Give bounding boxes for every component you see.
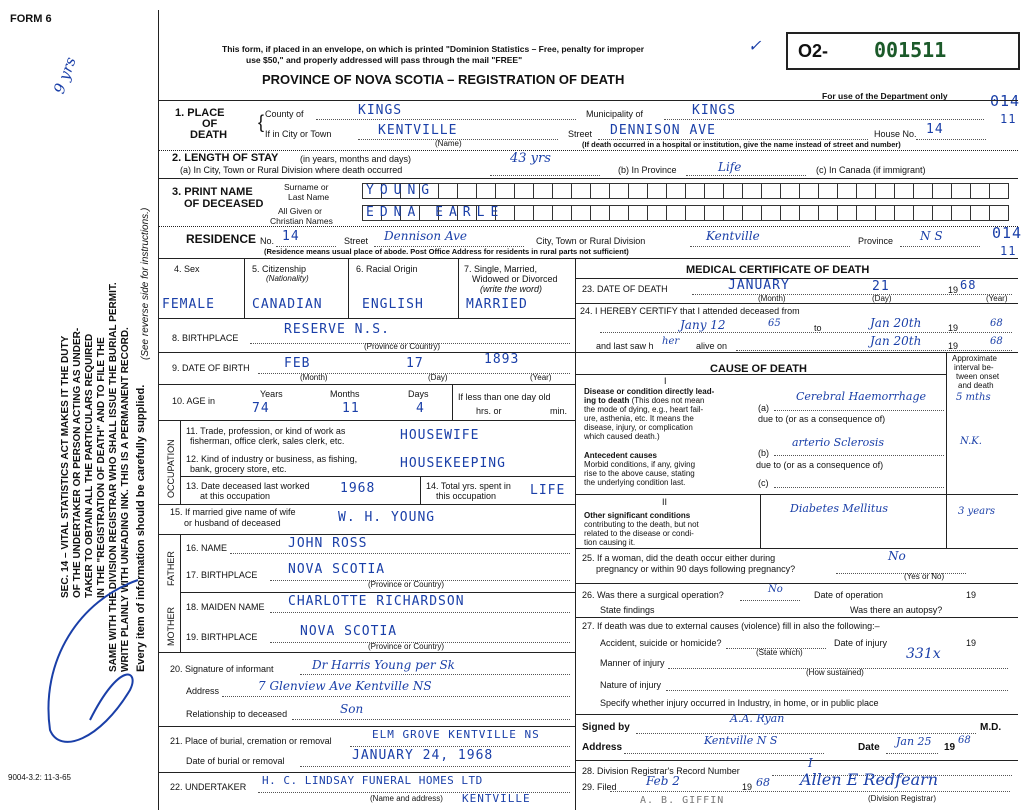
burial-date: JANUARY 24, 1968 (352, 748, 494, 763)
date-injury-19: 19 (966, 638, 977, 648)
alive-on-label: alive on (696, 341, 728, 351)
side-text-3: TAKER TO OBTAIN ALL THE PARTICULARS REQUIRED (84, 333, 95, 598)
age-months-label: Months (330, 389, 360, 399)
cause-a-interval: 5 mths (956, 392, 991, 403)
other-label-4: tion causing it. (584, 538, 636, 547)
cause-a: Cerebral Haemorrhage (796, 390, 926, 403)
dod-month-sub: (Month) (758, 294, 786, 303)
dept-use-label: For use of the Department only (822, 91, 948, 101)
roman-two: II (662, 497, 668, 507)
q13-value: 1968 (340, 481, 376, 496)
q13-label-1: 13. Date deceased last worked (186, 481, 310, 491)
side-text-8: (See reverse side for instructions.) (140, 207, 151, 360)
form-number: FORM 6 (10, 13, 52, 25)
due-to-2: due to (or as a consequence of) (756, 460, 884, 470)
q29-label: 29. Filed (582, 782, 617, 792)
form-code: 9004-3.2: 11-3-65 (8, 773, 72, 782)
q25-label-1: 25. If a woman, did the death occur either during (582, 553, 776, 563)
marital-label-3: (write the word) (480, 284, 543, 294)
age-years-label: Years (260, 389, 283, 399)
informant-address-label: Address (186, 686, 220, 696)
roman-one: I (664, 376, 667, 386)
dept-code-1: 014 (990, 92, 1021, 110)
dob-month-sub: (Month) (300, 373, 328, 382)
reg-number: 001511 (874, 38, 947, 62)
dept-code-4: 11 (1000, 244, 1017, 258)
residence-note: (Residence means usual place of abode. Post Office Address for residents in rural parts not sufficient) (264, 247, 629, 256)
registrar-stamp: A. B. GIFFIN (640, 795, 725, 806)
q11-label-2: fisherman, office clerk, sales clerk, etc. (190, 436, 345, 446)
spouse-label-2: or husband of deceased (184, 518, 281, 528)
side-text-6: WRITE PLAINLY WITH UNFADING INK. THIS IS A PERMANENT RECORD. (120, 327, 131, 672)
dod-year-pre: 19 (948, 285, 959, 295)
registrar-sublabel: (Division Registrar) (868, 794, 937, 803)
racial-label: 6. Racial Origin (356, 264, 418, 274)
q28-label: 28. Division Registrar's Record Number (582, 766, 740, 776)
certify-to: Jan 20th (870, 316, 922, 330)
cert-date-year: 68 (958, 735, 971, 746)
disease-label-4: ure, asthenia, etc. It means the (584, 414, 694, 423)
cause-c-label: (c) (758, 478, 769, 488)
q26-label: 26. Was there a surgical operation? (582, 590, 724, 600)
q14-value: LIFE (530, 483, 566, 498)
undertaker-label: 22. UNDERTAKER (170, 782, 247, 792)
undertaker-sublabel: (Name and address) (370, 794, 443, 803)
sex-label: 4. Sex (174, 264, 200, 274)
cert-date-label: Date (858, 742, 880, 753)
informant-sig-label: 20. Signature of informant (170, 664, 274, 674)
father-name-label: 16. NAME (186, 543, 228, 553)
municipality-value: KINGS (692, 103, 737, 118)
side-text-2: OF THE UNDERTAKER OR PERSON ACTING AS UNDER- (72, 327, 83, 598)
marital-label-2: Widowed or Divorced (472, 274, 558, 284)
place-label-1: 1. PLACE (175, 107, 225, 119)
mother-maiden: CHARLOTTE RICHARDSON (288, 594, 465, 609)
q25-label-2: pregnancy or within 90 days following pregnancy? (596, 564, 796, 574)
disease-label-6: which caused death.) (584, 432, 660, 441)
dod-year: 68 (960, 278, 977, 292)
reg-prefix: O2- (798, 41, 829, 61)
other-label-1: Other significant conditions (584, 511, 691, 520)
citizenship-value: CANADIAN (252, 297, 323, 312)
given-label-2: Christian Names (270, 216, 333, 226)
code-331x: 331x (906, 646, 941, 662)
informant-relationship: Son (340, 702, 364, 716)
certify-label: 24. I HEREBY CERTIFY that I attended deceased from (580, 306, 800, 316)
autopsy-label: Was there an autopsy? (850, 605, 943, 615)
dod-label: 23. DATE OF DEATH (582, 284, 668, 294)
citizenship-sublabel: (Nationality) (266, 274, 309, 283)
yes-no-sublabel: (Yes or No) (904, 572, 945, 581)
op-date-label: Date of operation (814, 590, 884, 600)
last-saw-mid: her (662, 336, 680, 347)
marital-value: MARRIED (466, 297, 528, 312)
spouse-label-1: 15. If married give name of wife (170, 507, 296, 517)
mother-birthplace-label: 19. BIRTHPLACE (186, 632, 258, 642)
stay-b-value: Life (718, 160, 742, 174)
burial-place-label: 21. Place of burial, cremation or removal (170, 736, 332, 746)
mother-birthplace: NOVA SCOTIA (300, 624, 398, 639)
undertaker-address: KENTVILLE (462, 792, 531, 805)
city-value: KENTVILLE (378, 123, 458, 138)
disease-label-5: disease, injury, or complication (584, 423, 693, 432)
disease-label-3: the mode of dying, e.g., heart fail- (584, 405, 704, 414)
manner-label: Manner of injury (600, 658, 665, 668)
specify-label: Specify whether injury occurred in Industry, in home, or in public place (600, 698, 879, 708)
cert-date: Jan 25 (896, 735, 932, 748)
informant-rel-label: Relationship to deceased (186, 709, 288, 719)
registrar-signature: Allen E Redfearn (800, 770, 939, 789)
certify-to-year: 68 (990, 318, 1003, 329)
hospital-note: (If death occurred in a hospital or institution, give the name instead of street and number) (582, 140, 901, 149)
citizenship-label: 5. Citizenship (252, 264, 307, 274)
house-label: House No. (874, 129, 917, 139)
accident-label: Accident, suicide or homicide? (600, 638, 722, 648)
margin-scribble (20, 540, 160, 770)
name-label-2: OF DECEASED (184, 198, 264, 210)
street-value: DENNISON AVE (610, 123, 716, 138)
surname-value: YOUNG (366, 183, 436, 198)
last-saw-year: 68 (990, 336, 1003, 347)
father-birthplace-label: 17. BIRTHPLACE (186, 570, 258, 580)
mother-maiden-label: 18. MAIDEN NAME (186, 602, 265, 612)
signed-by-value: A.A. Ryan (730, 712, 785, 725)
birthplace-value: RESERVE N.S. (284, 322, 390, 337)
mother-bp-sub: (Province or Country) (368, 642, 445, 651)
informant-signature: Dr Harris Young per Sk (312, 658, 455, 672)
dod-day-sub: (Day) (872, 294, 892, 303)
age-months: 11 (342, 401, 360, 416)
given-label-1: All Given or (278, 206, 322, 216)
other-cause: Diabetes Mellitus (790, 502, 888, 515)
margin-note: 9 yrs (50, 54, 80, 97)
stay-sublabel: (in years, months and days) (300, 154, 412, 164)
filed-19: 19 (742, 782, 753, 792)
father-side-label: FATHER (166, 551, 176, 586)
last-saw-date: Jan 20th (870, 334, 922, 348)
dept-code-2: 11 (1000, 112, 1017, 126)
stay-b-label: (b) In Province (618, 165, 677, 175)
side-text-7: Every item of information should be carefully supplied. (135, 384, 147, 672)
signed-by-label: Signed by (582, 722, 630, 733)
dob-year-sub: (Year) (530, 373, 552, 382)
marital-label-1: 7. Single, Married, (464, 264, 538, 274)
check-mark: ✓ (748, 36, 762, 55)
lt-day-label-2: hrs. or (476, 406, 502, 416)
antecedent-label-2: Morbid conditions, if any, giving (584, 460, 696, 469)
residence-street-label: Street (344, 236, 369, 246)
residence-no-label: No. (260, 236, 275, 246)
q25-value: No (888, 549, 906, 563)
sex-value: FEMALE (162, 297, 215, 312)
side-text-4: IN THE "REGISTRATION OF DEATH" AND TO FILE THE (96, 337, 107, 598)
q12-value: HOUSEKEEPING (400, 456, 506, 471)
cause-b: arterio Sclerosis (792, 436, 885, 449)
q11-label-1: 11. Trade, profession, or kind of work as (186, 426, 346, 436)
disease-label-2: ing to death (584, 396, 630, 405)
q14-label-2: this occupation (436, 491, 497, 501)
residence-province: N S (920, 229, 943, 243)
certify-from-year: 65 (768, 318, 781, 329)
antecedent-label-4: the underlying condition last. (584, 478, 686, 487)
father-birthplace: NOVA SCOTIA (288, 562, 386, 577)
side-text-1: SEC. 14 – VITAL STATISTICS ACT MAKES IT THE DUTY (60, 335, 71, 598)
residence-no: 14 (282, 229, 300, 244)
residence-city: Kentville (706, 229, 760, 243)
q12-label-2: bank, grocery store, etc. (190, 464, 287, 474)
cause-b-interval: N.K. (960, 436, 982, 447)
municipality-label: Municipality of (586, 109, 644, 119)
father-name: JOHN ROSS (288, 536, 368, 551)
dod-year-sub: (Year) (986, 294, 1008, 303)
given-value: EDNA EARLE (366, 205, 505, 220)
dob-month: FEB (284, 356, 311, 371)
name-sublabel: (Name) (435, 139, 462, 148)
antecedent-label-3: rise to the above cause, stating (584, 469, 695, 478)
stay-label: 2. LENGTH OF STAY (172, 152, 279, 164)
q11-value: HOUSEWIFE (400, 428, 480, 443)
dob-year: 1893 (484, 352, 520, 367)
other-label-3: related to the disease or condi- (584, 529, 694, 538)
q28-value: I (808, 756, 813, 770)
dept-code-3: 014 (992, 224, 1023, 242)
residence-city-label: City, Town or Rural Division (536, 236, 646, 246)
cert-date-19: 19 (944, 742, 956, 753)
age-label: 10. AGE in (172, 396, 216, 406)
stay-c-label: (c) In Canada (if immigrant) (816, 165, 926, 175)
birthplace-label: 8. BIRTHPLACE (172, 333, 239, 343)
racial-value: ENGLISH (362, 297, 424, 312)
filed-date: Feb 2 (646, 774, 680, 788)
lt-day-label-1: If less than one day old (458, 392, 551, 402)
residence-label: RESIDENCE (186, 232, 257, 246)
state-which-sublabel: (State which) (756, 648, 803, 657)
city-label: If in City or Town (265, 129, 332, 139)
how-sublabel: (How sustained) (806, 668, 864, 677)
disease-label-1: Disease or condition directly lead- (584, 387, 715, 396)
last-saw-year-pre: 19 (948, 341, 959, 351)
dod-day: 21 (872, 279, 890, 294)
mailing-notice-2: use $50," and properly addressed will pass through the mail "FREE" (246, 55, 523, 65)
md-label: M.D. (980, 722, 1002, 733)
interval-label-2: interval be- (954, 363, 994, 372)
county-label: County of (265, 109, 304, 119)
medical-title: MEDICAL CERTIFICATE OF DEATH (686, 264, 870, 276)
stay-a-label: (a) In City, Town or Rural Division where death occurred (180, 165, 403, 175)
lt-day-label-3: min. (550, 406, 568, 416)
birthplace-sublabel: (Province or Country) (364, 342, 441, 351)
house-value: 14 (926, 122, 944, 137)
residence-street: Dennison Ave (384, 229, 468, 243)
street-label: Street (568, 129, 593, 139)
dob-label: 9. DATE OF BIRTH (172, 363, 250, 373)
age-years: 74 (252, 401, 270, 416)
other-interval: 3 years (958, 506, 995, 517)
dob-day: 17 (406, 356, 424, 371)
county-value: KINGS (358, 103, 403, 118)
filed-year: 68 (756, 776, 770, 789)
last-saw-label: and last saw h (596, 341, 654, 351)
stay-a-value: 43 yrs (510, 151, 551, 166)
occupation-side-label: OCCUPATION (166, 439, 176, 498)
father-bp-sub: (Province or Country) (368, 580, 445, 589)
q26-value: No (768, 584, 783, 595)
certify-to-year-pre: 19 (948, 323, 959, 333)
state-findings-label: State findings (600, 605, 655, 615)
q13-label-2: at this occupation (200, 491, 271, 501)
mother-side-label: MOTHER (166, 607, 176, 646)
burial-place: ELM GROVE KENTVILLE NS (372, 728, 540, 741)
spouse-value: W. H. YOUNG (338, 510, 436, 525)
q27-label: 27. If death was due to external causes (violence) fill in also the following:– (582, 621, 880, 631)
antecedent-label-1: Antecedent causes (584, 451, 657, 460)
interval-label-1: Approximate (952, 354, 997, 363)
age-days-label: Days (408, 389, 429, 399)
residence-province-label: Province (858, 236, 894, 246)
cause-b-label: (b) (758, 448, 769, 458)
place-label-3: DEATH (190, 129, 228, 141)
cert-address: Kentville N S (704, 734, 778, 747)
burial-date-label: Date of burial or removal (186, 756, 285, 766)
due-to-1: due to (or as a consequence of) (758, 414, 886, 424)
nature-label: Nature of injury (600, 680, 662, 690)
cause-a-label: (a) (758, 403, 769, 413)
q14-label-1: 14. Total yrs. spent in (426, 481, 511, 491)
age-days: 4 (416, 401, 425, 416)
mailing-notice-1: This form, if placed in an envelope, on which is printed "Dominion Statistics – Free, penalty for improper (222, 44, 645, 54)
cert-address-label: Address (582, 742, 623, 753)
date-injury-label: Date of injury (834, 638, 888, 648)
dod-month: JANUARY (728, 278, 790, 293)
op-date-19: 19 (966, 590, 977, 600)
surname-label-2: Last Name (288, 192, 330, 202)
surname-label-1: Surname or (284, 182, 329, 192)
form-title: PROVINCE OF NOVA SCOTIA – REGISTRATION OF DEATH (262, 72, 625, 87)
other-label-2: contributing to the death, but not (584, 520, 699, 529)
dob-day-sub: (Day) (428, 373, 448, 382)
interval-label-4: and death (958, 381, 994, 390)
side-text-5: SAME WITH THE DIVISION REGISTRAR WHO SHALL ISSUE THE BURIAL PERMIT. (108, 282, 119, 672)
q12-label-1: 12. Kind of industry or business, as fishing, (186, 454, 358, 464)
disease-label-2b: (This does not mean (631, 396, 705, 405)
certify-from: Jany 12 (680, 318, 726, 332)
undertaker-name: H. C. LINDSAY FUNERAL HOMES LTD (262, 774, 483, 787)
place-label-2: OF (202, 118, 218, 130)
cause-title: CAUSE OF DEATH (710, 363, 807, 375)
informant-address: 7 Glenview Ave Kentville NS (258, 679, 432, 693)
name-label-1: 3. PRINT NAME (172, 186, 253, 198)
certify-to-label: to (814, 323, 822, 333)
interval-label-3: tween onset (956, 372, 1000, 381)
registration-number-box (786, 32, 1020, 70)
